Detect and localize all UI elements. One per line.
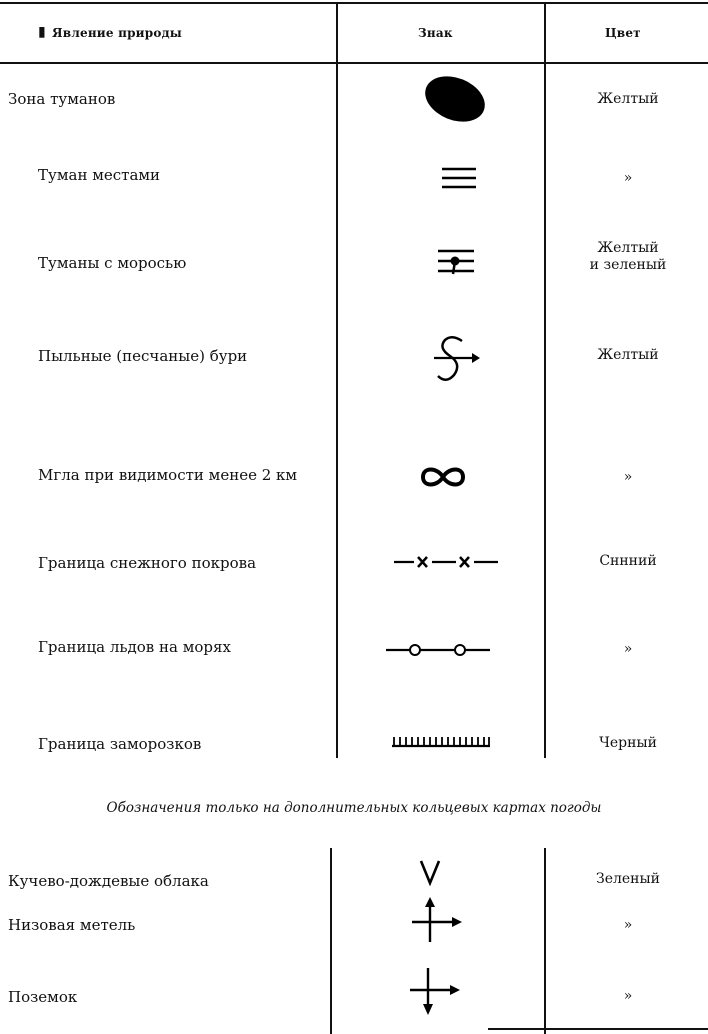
table-row-color: Сннний — [599, 553, 657, 569]
snow-border-icon — [392, 552, 502, 572]
table-row-phenomenon: Низовая метель — [8, 916, 136, 934]
three-lines-icon — [440, 164, 480, 194]
table-row-phenomenon: Граница снежного покрова — [38, 554, 257, 572]
table-row-phenomenon: Туман местами — [38, 166, 161, 184]
infinity-icon — [418, 462, 468, 492]
table-row-phenomenon: Туманы с моросью — [38, 254, 187, 272]
section-caption: Обозначения только на дополнительных кольцевых картах погоды — [106, 800, 602, 816]
table-row-color: » — [623, 170, 633, 186]
frost-border-icon — [390, 734, 492, 750]
fog-drizzle-icon — [436, 246, 480, 280]
table-row-phenomenon: Граница льдов на морях — [38, 638, 231, 656]
table-row-color-line1: Желтый — [597, 240, 659, 256]
table-row-color: Желтый — [597, 347, 659, 363]
column-rule-3 — [330, 848, 332, 1034]
table-row-color: Черный — [599, 735, 657, 751]
table-row-phenomenon: Пыльные (песчаные) бури — [38, 347, 248, 365]
table-row-color: Желтый — [597, 91, 659, 107]
filled-ellipse-icon — [420, 74, 490, 124]
header-phenomenon: Явление природы — [52, 26, 183, 40]
table-row-phenomenon: Кучево-дождевые облака — [8, 872, 209, 890]
bottom-partial-rule — [488, 1028, 708, 1030]
column-rule-2 — [544, 4, 546, 758]
table-row-color: Зеленый — [596, 871, 660, 887]
table-row-color: » — [623, 641, 633, 657]
blowing-snow-icon — [408, 896, 464, 944]
header-marker: ▮ — [38, 24, 46, 40]
table-row-color-line2: и зеленый — [589, 257, 667, 273]
header-bottom-rule — [0, 62, 708, 64]
table-row-phenomenon: Зона туманов — [8, 90, 116, 108]
v-sign-icon — [418, 858, 442, 886]
table-top-rule — [0, 2, 708, 4]
dust-storm-icon — [432, 332, 482, 386]
table-row-phenomenon: Поземок — [8, 988, 78, 1006]
column-rule-1 — [336, 4, 338, 758]
table-row-color: » — [623, 469, 633, 485]
table-row-color: » — [623, 988, 633, 1004]
table-row-phenomenon: Граница заморозков — [38, 735, 202, 753]
header-color: Цвет — [605, 26, 641, 40]
ice-border-icon — [384, 640, 496, 660]
drifting-snow-icon — [406, 966, 462, 1018]
header-sign: Знак — [418, 26, 453, 40]
column-rule-4 — [544, 848, 546, 1034]
table-row-phenomenon: Мгла при видимости менее 2 км — [38, 466, 298, 484]
table-row-color: » — [623, 917, 633, 933]
